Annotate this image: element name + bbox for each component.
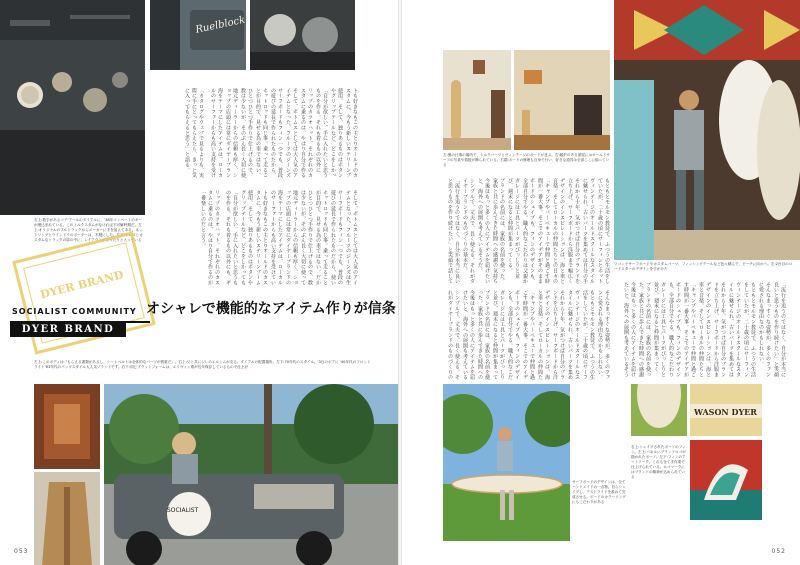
photo-door-logo [150,0,246,70]
svg-text:SOCIALIST: SOCIALIST [167,507,199,514]
photo-living-room [514,50,610,150]
photo-board-fin [690,440,762,520]
right-column-14: ヴィンテージのオールドスクールなスタイルに魅せられ、古いパーツを集め [567,290,580,381]
right-column-24: そんなまっすぐな姿勢が、多くのファンに愛される理由なのかもしれない。 [758,282,771,378]
right-column-18: ボードのシェイプも、フィンのデザインも、全部自分でやる。職人的なこだ [507,290,520,381]
photo-board-logo [690,384,762,436]
right-column-21: 今後はもっと多くの人にアイテムを届けたいと、海外への展開も考えている [462,290,475,381]
left-top-caption: 右上:数字があるコテ'アールのダイアルに、’38年コンペートのキーが埋込まれている。このトルクスタムがなければ不可解時期だ。左上:オリジナルのフルトラックからメーカーに手を加えてある。ネットリングとウインドウのボーダーは、木製にした。左下:ドレスとカスタムなトラックの扉の中に、レイアウトがぴったりと入っている [34,218,143,242]
photo-leather-coat [34,472,100,565]
left-bottom-caption: 左上:このボディは「もらえる書類があるし、シートベルトは全体的なパーツが貴重だ」。右上:父と共にジレのエルンムが走る。ダイアルの配置場所。左下:70年代のスタイル。'3日のボアに '40年代のフロントライト'63年代のパンツスタイル大人気ブランドです。右下:同じプラットフォームは、エリヴィン系が長年保存しているもので仕上げ [34,360,371,369]
left-column-8: ひとつひとつ手作りで仕上げるので、数は少ないが、そのぶん長く大切に使 [240,88,253,179]
right-column-33: 今後はもっと多くの人にアイテムを届けたいと、海外への展開も考えているそう [623,282,636,378]
left-column-6: サーフボードもフィン一つでも、普段の遊びの延長で作られたものだから、 [270,88,283,179]
left-column-7: ホットロッドも同じ事。乗って走ることが目的で、見せる為の車ではない。 [255,88,268,179]
right-fin-caption: 右上:シェイプされたボードのフィン。左上:パネルにブランドロゴが描かれたボード。左下:フィンのアートワーク。これも全て手作業で仕上げられている。ロゴマークにはブランドの精神が込められている [631,445,686,479]
right-column-12: そんなまっすぐな姿勢が、多くのファンに愛される理由なのかもしれない。 [597,290,610,381]
left-column-19: 使用、そして、独りあるものはボタンやグリップテールなど、どこをしかっても [240,190,253,286]
left-column-17: 海をテーマにしたアイテムは、ローカルのサーファーからも高い支持を受けてい [270,190,283,286]
right-column-11: 「流行を追うのではなく、自分が本当に良いと思うものを作り続けたい」と笑顔で話して [447,178,460,284]
right-column-25: もともとモルモン教徒で、ふつうの生活をしていたが、二十歳の頃にサーフィン [743,282,756,378]
right-column-8: ブランドの名前には、家族の名前を使った。家族と共に歩んできた時間への感謝の気持ち [492,178,505,284]
spine-gutter [398,0,402,565]
brand-name-box: DYER BRAND [10,323,126,337]
surfboard-logo-text: WASON DYER [694,407,757,417]
photo-interior-hall [443,50,511,150]
right-column-23: 「流行を追うのではなく、自分が本当に良いと思うものを作り続けたい」と笑顔 [773,282,786,378]
brand-subtitle: SOCIALIST COMMUNITY [12,307,137,316]
right-column-7: ガレージには工具とパーツがびっしりと並び、週末になると仲間が集まってくる。 [507,178,520,279]
right-column-6: ボードのシェイプも、フィンのデザインも、全部自分でやる。職人的なこだわりは父親か [522,178,535,284]
right-column-20: ブランドの名前には、家族の名前を使った。家族と共に歩んできた時間への [477,290,490,381]
photo-man-surfboard [443,384,570,541]
right-column-30: ボードのシェイプも、フィンのデザインも、全部自分でやる。職人的なこだわり [668,282,681,378]
right-person-caption: サーフボードのデザインは、全てハンドメイドの一点物。自らシェイプし、テストライドを重ねて完成させる。ボードのカラーリングにもこだわりがある [572,480,626,504]
photo-hotrod-man [104,384,398,565]
left-column-18: トも好きなもこの主とりオールドのカスタムに、今もう新しいステリーンブーム [255,190,268,286]
right-column-3: それから十年、気がつけば自分のブランドを立ち上げ、サーフボードから洋服まで幅広く [567,178,580,284]
right-van-caption: ワゴンでサーフボードやカスタムパーツ、フィッシングテールなど色々積んで、ビーチに向かう。左:2台目のロードスターのデザインを手がけた [614,262,793,271]
right-column-16: デザインのインスピレーションは、海と車と音楽。そしてローカルの仲間た [537,290,550,381]
right-column-5: 「キャンプやバーベキューで仲間と過ごす時間が一番大事。そこでのアイデアがそのまま [537,178,550,284]
right-column-27: それから十年、気がつけば自分のブランドを立ち上げ、サーフボードから洋服ま [713,282,726,378]
right-column-19: ガレージには工具とパーツがびっしりと並び、週末になると仲間が集まって [492,290,505,381]
left-column-11: 「カタログやウェブで見るよりも、実際に手にとってもらえたら、きっと気に入ってもらえると思う」と語る。 [184,88,204,179]
left-page-number: 053 [14,548,29,555]
photo-jacket-detail [34,384,100,469]
right-column-4: デザインのインスピレーションは、海と車と音楽。そしてローカルの仲間たちとの日々の [552,178,565,284]
right-page-number: 052 [771,548,786,555]
left-column-15: ひとつひとつ手作りで仕上げるので、数は少ないが、そのぶん長く大切に使って [300,190,313,286]
right-column-10: シンプルで、丈夫で、長く使える。それがダイヤーブランドのものづくりの基本だ。 [462,178,475,284]
left-column-4: リップのカツオハット、それぞれのカスタムに乗るのは、やはり自分で作る [300,88,313,179]
left-column-20: 「自分が欲しい、手に入れたいと思うものを作る。それも着るもの以外にも、ギ [225,190,238,286]
article-headline: オシャレで機能的なアイテム作りが信条 [146,301,396,317]
photo-board-tail [631,384,687,436]
left-column-14: ホットロッドも同じ事。乗って走ることが目的で、見せる為の車ではない。だか [315,190,328,286]
svg-text:Ruelblock: Ruelblock [194,14,246,36]
right-column-13: もともとモルモン教徒で、ふつうの生活をしていたが、二十歳の頃にサーフ [582,290,595,381]
left-column-1: トも好きなもこの主とりオールドのカスタムに、今もう新しいステリーンブ [345,88,358,179]
right-column-9: 今後はもっと多くの人にアイテムを届けたいと、海外への展開も考えているそうだ。 [477,178,490,284]
left-column-3: 「自分が欲しい、手に入れたいと思うものを作る。それも着るもの以外に [315,88,328,179]
right-column-22: シンプルで、丈夫で、長く使える。それがダイヤーブランドのものづくりの [447,290,460,381]
left-column-13: サーフボードもフィン一つでも、普段の遊びの延長で作られたものだから、使い [330,190,343,286]
left-column-5: そして、ボトムスとしては大人気のアイテムとなった、フルーツのジーンズ [285,88,298,179]
left-column-9: 地元ディーラーからの信頼も厚く、ショップの店頭には常にダイヤーブラン [225,88,238,179]
photo-engine [250,0,355,70]
right-column-1: もともとモルモン教徒で、ふつうの生活をしていたが、二十歳の頃にサーフィンとホット [597,178,610,284]
left-column-21: リップのカツオハット、それぞれのカスタムに乗るのは、やはり自分で作るのが一番楽しいのだと言う。 [200,190,220,286]
left-column-10: 海をテーマにしたアイテムは、ローカルのサーファーからも高い支持を受け [210,88,223,179]
right-column-17: 「キャンプやバーベキューで仲間と過ごす時間が一番大事。そこでのアイデ [522,290,535,381]
right-column-28: デザインのインスピレーションは、海と車と音楽。そしてローカルの仲間たちと [698,282,711,378]
right-mid-caption: 左:裏の仕事の場所で、トルクパーツとヴィンテージのボードが並ぶ。右:暖炉のある部屋にはオールドサーフの写真や看板が飾られている。右端:ボードの修理も自身で行い、好きな道具は全部ここに揃っている [443,153,610,167]
right-column-26: ヴィンテージのオールドスクールなスタイルに魅せられ、古いパーツを集めては [728,282,741,378]
photo-van-boards [614,0,800,260]
right-column-2: ヴィンテージのオールドスクールなスタイルに魅せられ、古いパーツを集めては自分の手 [582,178,595,284]
right-column-32: ブランドの名前には、家族の名前を使った。家族と共に歩んできた時間への感謝 [638,282,651,378]
left-column-16: 地元ディーラーからの信頼も厚く、ショップの店頭には常にダイヤーブランドの [285,190,298,286]
left-column-2: 使用、そして、独りあるものはボタンやグリップテールなど、どこをしかっ [330,88,343,179]
stamp-text: DYER BRAND [38,268,125,302]
right-column-31: ガレージには工具とパーツがびっしりと並び、週末になると仲間が集まってく [653,282,666,378]
photo-dashboard [0,0,145,215]
left-column-12: そして、ボトムスとしては大人気のアイテムとなった、フルーツのジーンズは生 [345,190,358,286]
right-column-29: 「キャンプやバーベキューで仲間と過ごす時間が一番大事。そこでのアイデアが [683,282,696,378]
right-column-15: それから十年、気がつけば自分のブランドを立ち上げ、サーフボードから洋 [552,290,565,381]
